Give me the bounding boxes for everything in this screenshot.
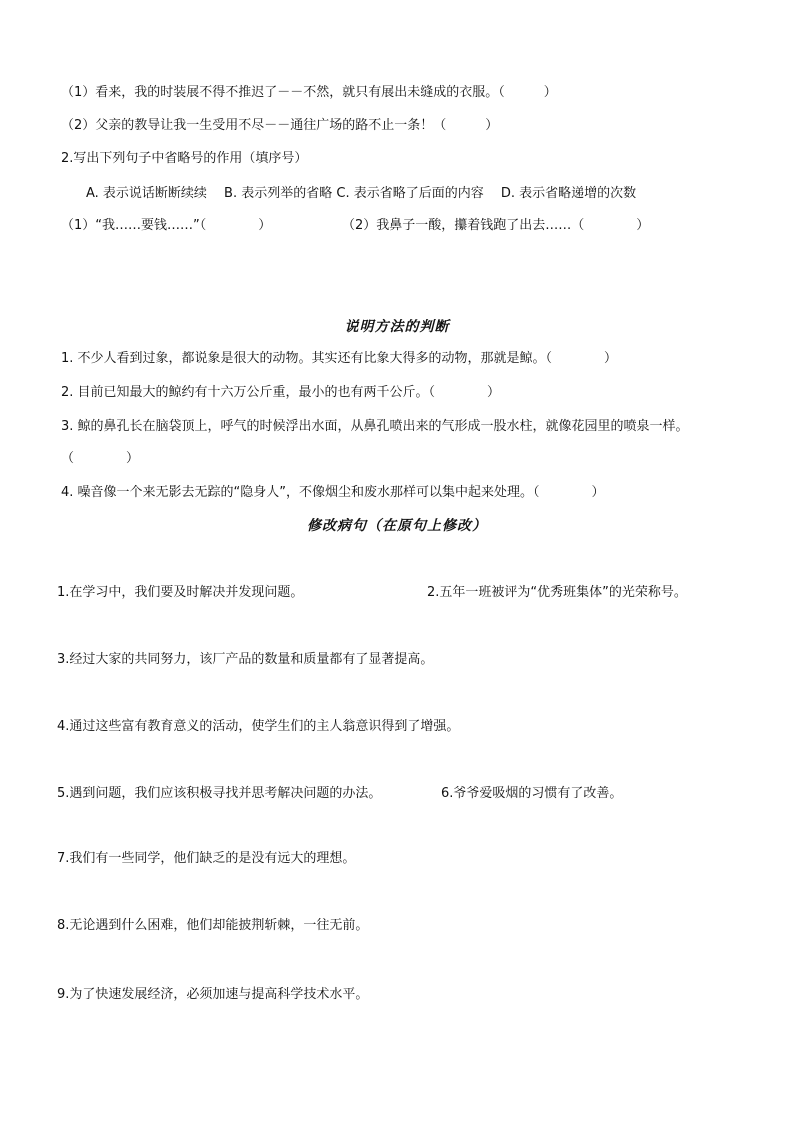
revise-item-9: 9.为了快速发展经济，必须加速与提高科学技术水平。 [57,987,369,1002]
part2-title: 2.写出下列句子中省略号的作用（填序号） [61,151,308,166]
revise-item-4: 4.通过这些富有教育意义的活动，使学生们的主人翁意识得到了增强。 [57,719,460,734]
revise-item-1: 1.在学习中，我们要及时解决并发现问题。 [57,585,304,600]
revise-item-2: 2.五年一班被评为“优秀班集体”的光荣称号。 [427,585,687,600]
revise-item-5: 5.遇到问题，我们应该积极寻找并思考解决问题的办法。 [57,786,382,801]
part2-question-1: （1）“我……要钱……”（ ） [61,218,272,233]
section-heading-revise: 修改病句（在原句上修改） [307,518,487,534]
method-item-3-answer: （ ） [61,451,140,466]
part1-question-1: （1）看来，我的时装展不得不推迟了－－不然，就只有展出未缝成的衣服。（ ） [61,85,557,100]
method-item-3: 3. 鲸的鼻孔长在脑袋顶上，呼气的时候浮出水面，从鼻孔喷出来的气形成一股水柱，就像花园里的喷泉一样。 [61,419,689,434]
part2-options: A. 表示说话断断续续 B. 表示列举的省略 C. 表示省略了后面的内容 D. 表示省略递增的次数 [86,186,637,201]
method-item-2: 2. 目前已知最大的鲸约有十六万公斤重，最小的也有两千公斤。（ ） [61,385,501,400]
revise-item-8: 8.无论遇到什么困难，他们却能披荆斩棘，一往无前。 [57,918,369,933]
section-heading-methods: 说明方法的判断 [344,319,450,335]
part1-question-2: （2）父亲的教导让我一生受用不尽－－通往广场的路不止一条！（ ） [61,118,499,133]
part2-question-2: （2）我鼻子一酸，攥着钱跑了出去……（ ） [342,218,650,233]
method-item-4: 4. 噪音像一个来无影去无踪的“隐身人”，不像烟尘和废水那样可以集中起来处理。（ ） [61,485,605,500]
method-item-1: 1. 不少人看到过象，都说象是很大的动物。其实还有比象大得多的动物，那就是鲸。（ ） [61,351,618,366]
revise-item-7: 7.我们有一些同学，他们缺乏的是没有远大的理想。 [57,851,356,866]
revise-item-6: 6.爷爷爱吸烟的习惯有了改善。 [441,786,623,801]
revise-item-3: 3.经过大家的共同努力，该厂产品的数量和质量都有了显著提高。 [57,652,434,667]
